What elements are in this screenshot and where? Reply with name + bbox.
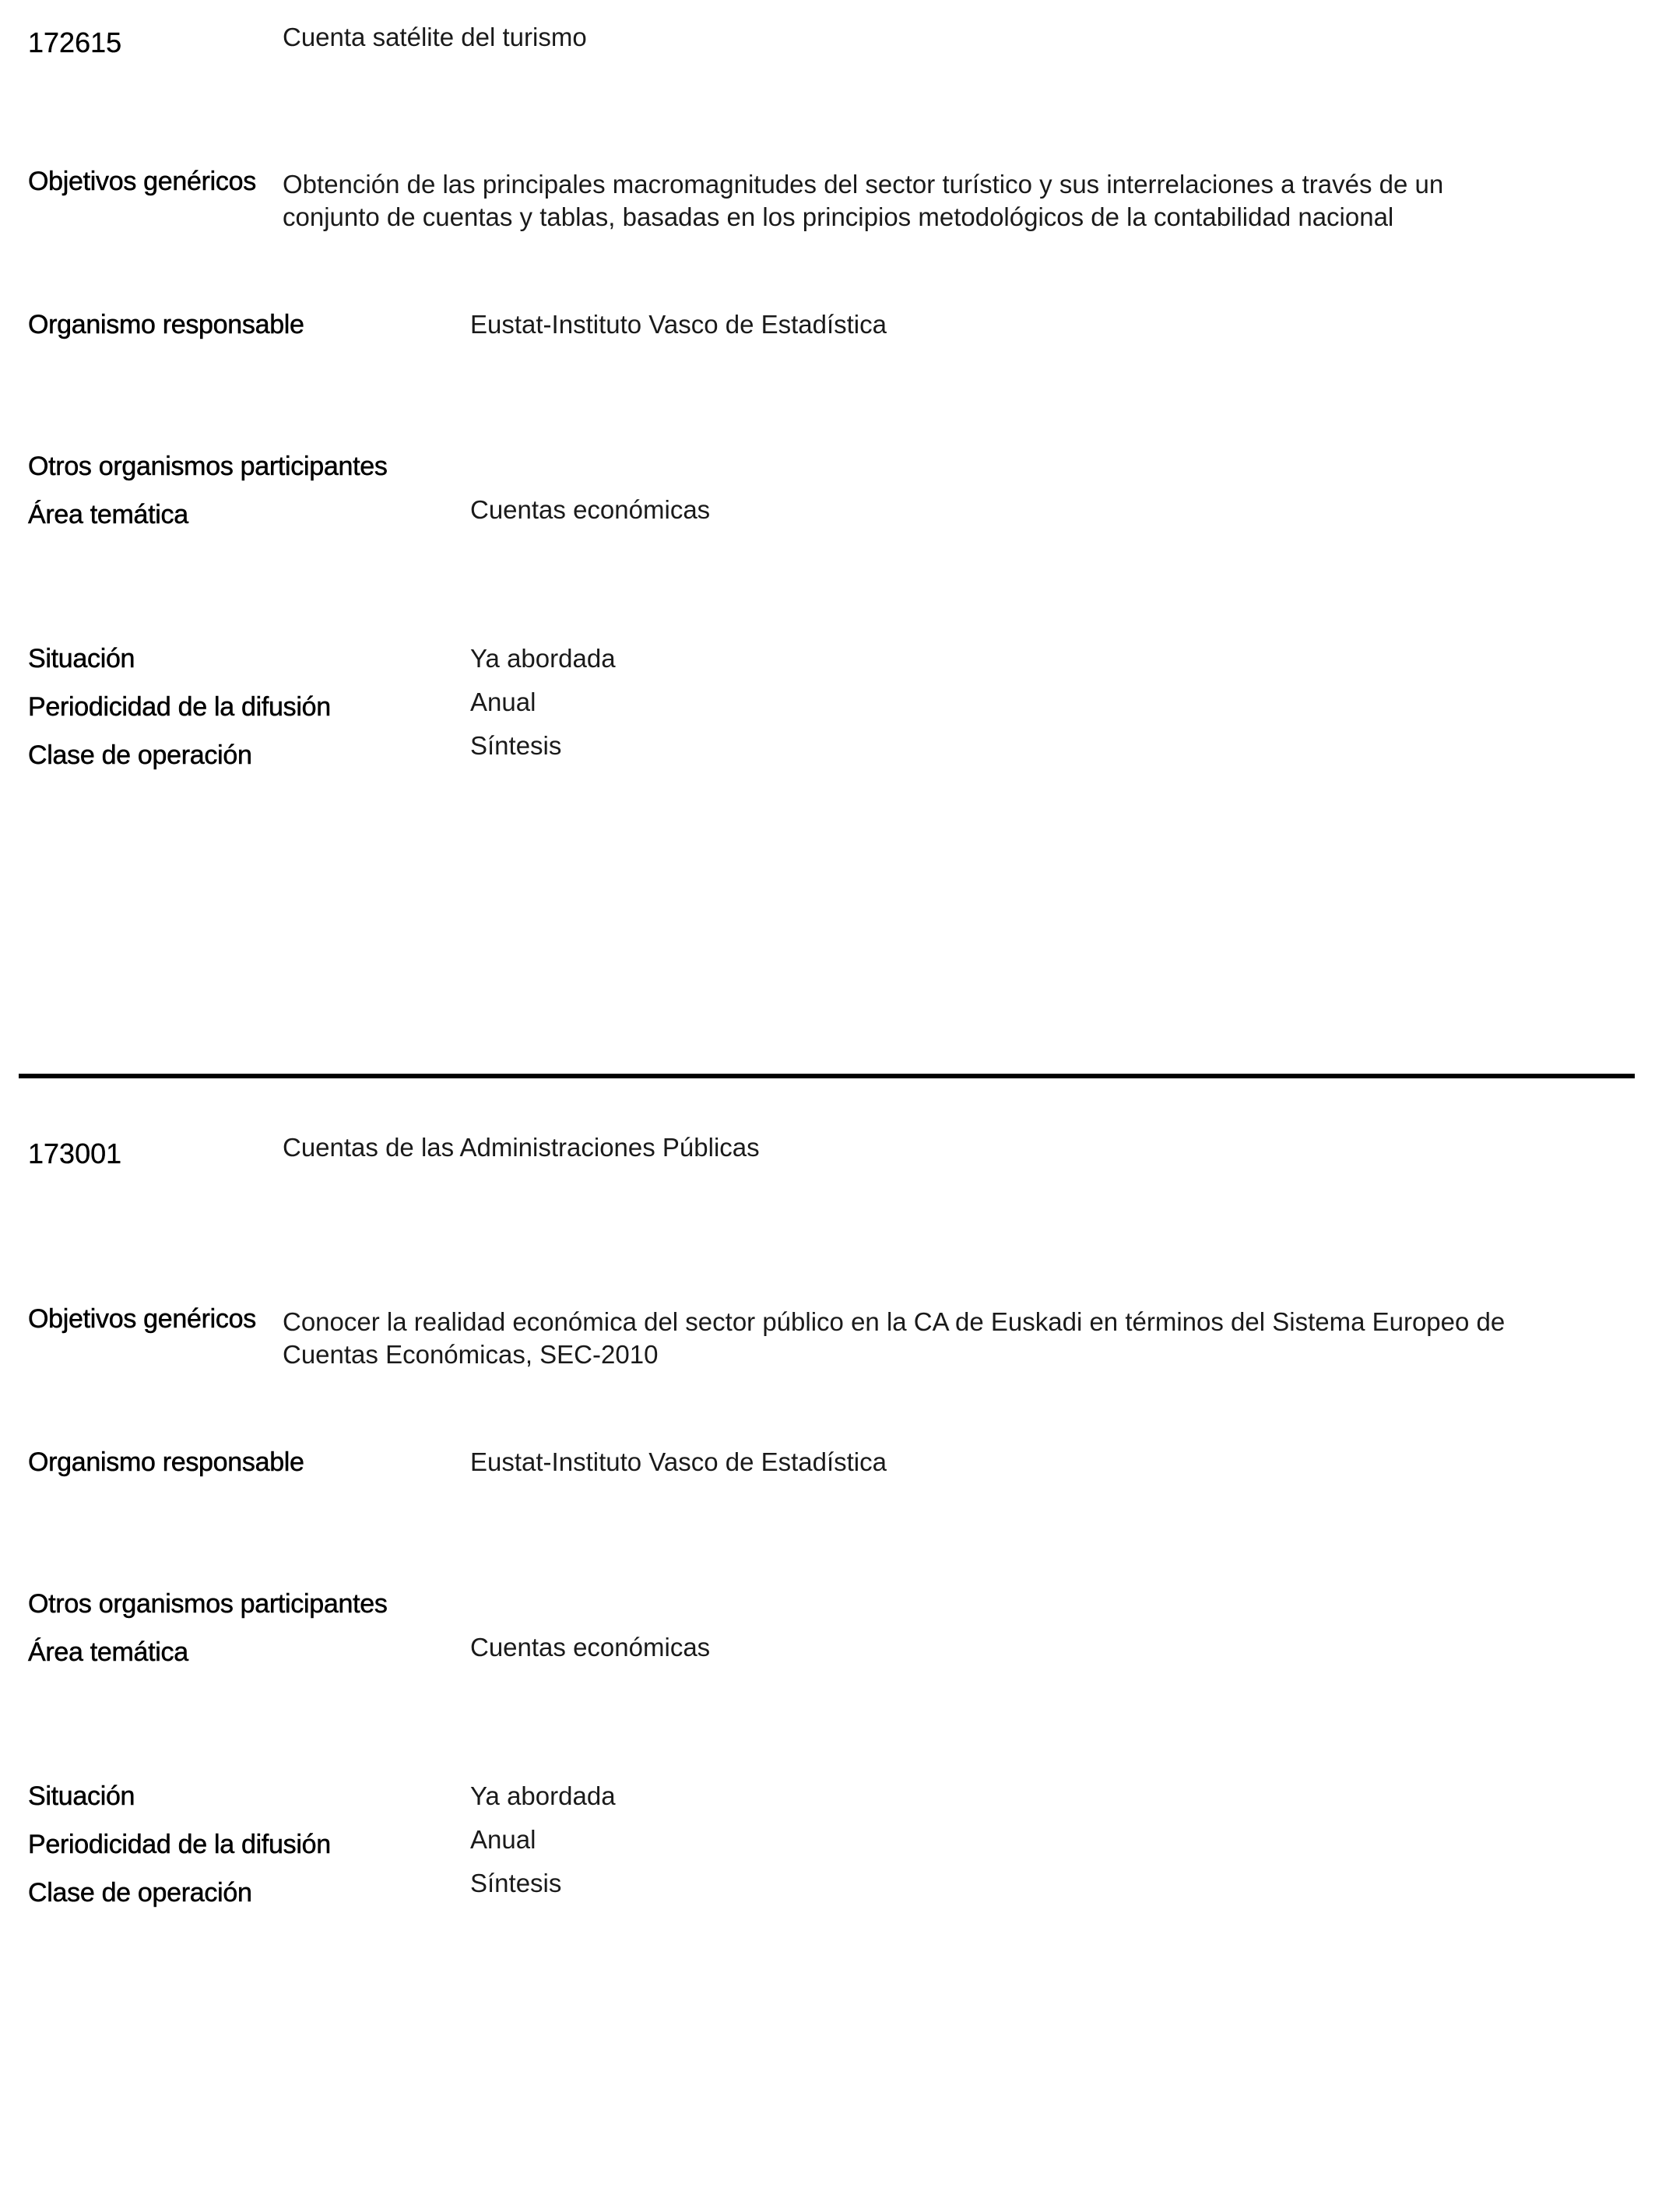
periodicity-label: Periodicidad de la difusión xyxy=(28,1830,331,1859)
situation-label: Situación xyxy=(28,644,135,673)
area-value: Cuentas económicas xyxy=(470,1633,711,1662)
periodicity-value: Anual xyxy=(470,1825,536,1854)
responsible-label: Organismo responsable xyxy=(28,310,304,339)
responsible-value: Eustat-Instituto Vasco de Estadística xyxy=(470,1447,887,1476)
record-173001 xyxy=(0,1133,1655,2212)
area-label: Área temática xyxy=(28,500,188,529)
area-value: Cuentas económicas xyxy=(470,495,711,524)
responsible-value: Eustat-Instituto Vasco de Estadística xyxy=(470,310,887,339)
situation-label: Situación xyxy=(28,1781,135,1811)
others-label: Otros organismos participantes xyxy=(28,1589,388,1619)
class-value: Síntesis xyxy=(470,731,562,760)
operation-title: Cuentas de las Administraciones Públicas xyxy=(283,1133,760,1162)
record-divider xyxy=(19,1074,1635,1078)
objectives-label: Objetivos genéricos xyxy=(28,167,256,196)
periodicity-label: Periodicidad de la difusión xyxy=(28,692,331,722)
class-label: Clase de operación xyxy=(28,740,252,770)
periodicity-value: Anual xyxy=(470,688,536,716)
objectives-value: Obtención de las principales macromagnitudes del sector turístico y sus interrelaciones a través de un conjunto de cuentas y tablas, basadas en los principios metodológicos de la contabilidad nacional xyxy=(283,170,1444,231)
situation-value: Ya abordada xyxy=(470,644,616,673)
others-label: Otros organismos participantes xyxy=(28,452,388,481)
objectives-value: Conocer la realidad económica del sector público en la CA de Euskadi en términos del Sistema Europeo de Cuentas Económicas, SEC-2010 xyxy=(283,1307,1506,1369)
class-label: Clase de operación xyxy=(28,1878,252,1908)
class-value: Síntesis xyxy=(470,1869,562,1897)
responsible-label: Organismo responsable xyxy=(28,1447,304,1477)
objectives-label: Objetivos genéricos xyxy=(28,1304,256,1334)
operation-code: 173001 xyxy=(28,1138,122,1169)
area-label: Área temática xyxy=(28,1637,188,1667)
record-172615 xyxy=(0,0,1655,1074)
situation-value: Ya abordada xyxy=(470,1781,616,1810)
operation-code: 172615 xyxy=(28,26,122,58)
operation-title: Cuenta satélite del turismo xyxy=(283,23,587,51)
